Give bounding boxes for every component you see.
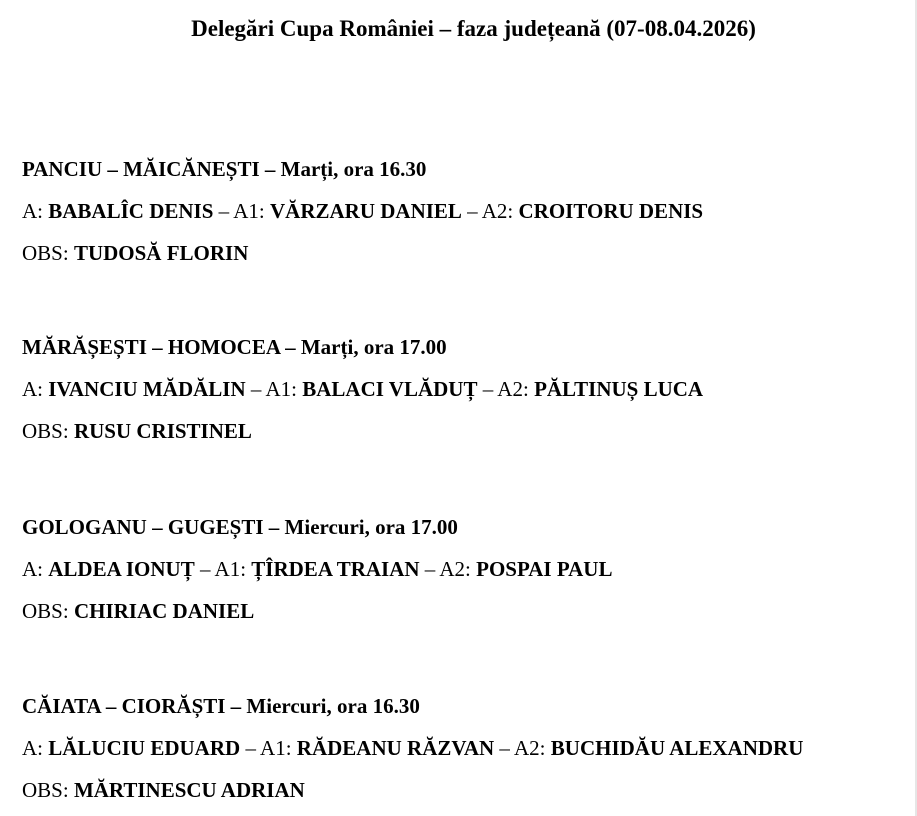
- assistant2-label: – A2:: [494, 736, 551, 760]
- match-block: [22, 326, 917, 452]
- referees-line: [22, 368, 917, 410]
- observer-label: OBS:: [22, 419, 74, 443]
- assistant2-label: – A2:: [419, 557, 477, 581]
- observer-label: OBS:: [22, 241, 74, 265]
- referee-name: ALDEA IONUȚ: [48, 557, 195, 581]
- referees-line: [22, 190, 917, 232]
- assistant2-name: CROITORU DENIS: [518, 199, 704, 223]
- referees-line: [22, 548, 917, 590]
- observer-line: [22, 232, 917, 274]
- assistant2-name: BUCHIDĂU ALEXANDRU: [550, 736, 804, 760]
- observer-label: OBS:: [22, 599, 74, 623]
- assistant1-name: ȚÎRDEA TRAIAN: [251, 557, 420, 581]
- assistant1-name: VĂRZARU DANIEL: [269, 199, 462, 223]
- assistant2-name: POSPAI PAUL: [476, 557, 613, 581]
- match-block: [22, 685, 917, 811]
- page-title: Delegări Cupa României – faza județeană (07-08.04.2026): [191, 16, 756, 41]
- match-block: [22, 506, 917, 632]
- referee-label: A:: [22, 377, 49, 401]
- assistant1-label: – A1:: [240, 736, 297, 760]
- observer-name: MĂRTINESCU ADRIAN: [73, 778, 305, 802]
- referee-label: A:: [22, 736, 49, 760]
- observer-line: [22, 769, 917, 811]
- assistant1-label: – A1:: [194, 557, 252, 581]
- referee-name: IVANCIU MĂDĂLIN: [48, 377, 246, 401]
- assistant2-label: – A2:: [477, 377, 535, 401]
- referee-name: LĂLUCIU EDUARD: [48, 736, 241, 760]
- referee-label: A:: [22, 557, 49, 581]
- match-header: MĂRĂȘEȘTI – HOMOCEA – Marți, ora 17.00: [22, 335, 447, 359]
- observer-name: TUDOSĂ FLORIN: [73, 241, 249, 265]
- referee-name: BABALÎC DENIS: [48, 199, 214, 223]
- referees-line: [22, 727, 917, 769]
- observer-name: CHIRIAC DANIEL: [73, 599, 255, 623]
- assistant2-label: – A2:: [461, 199, 519, 223]
- observer-line: [22, 590, 917, 632]
- match-header: GOLOGANU – GUGEȘTI – Miercuri, ora 17.00: [22, 515, 458, 539]
- observer-line: [22, 410, 917, 452]
- assistant2-name: PĂLTINUȘ LUCA: [534, 377, 704, 401]
- observer-label: OBS:: [22, 778, 74, 802]
- assistant1-name: RĂDEANU RĂZVAN: [296, 736, 495, 760]
- observer-name: RUSU CRISTINEL: [73, 419, 252, 443]
- match-block: [22, 148, 917, 274]
- assistant1-label: – A1:: [245, 377, 303, 401]
- referee-label: A:: [22, 199, 49, 223]
- match-header: CĂIATA – CIORĂȘTI – Miercuri, ora 16.30: [22, 694, 420, 718]
- assistant1-name: BALACI VLĂDUȚ: [302, 377, 478, 401]
- match-header: PANCIU – MĂICĂNEȘTI – Marți, ora 16.30: [22, 157, 427, 181]
- assistant1-label: – A1:: [213, 199, 270, 223]
